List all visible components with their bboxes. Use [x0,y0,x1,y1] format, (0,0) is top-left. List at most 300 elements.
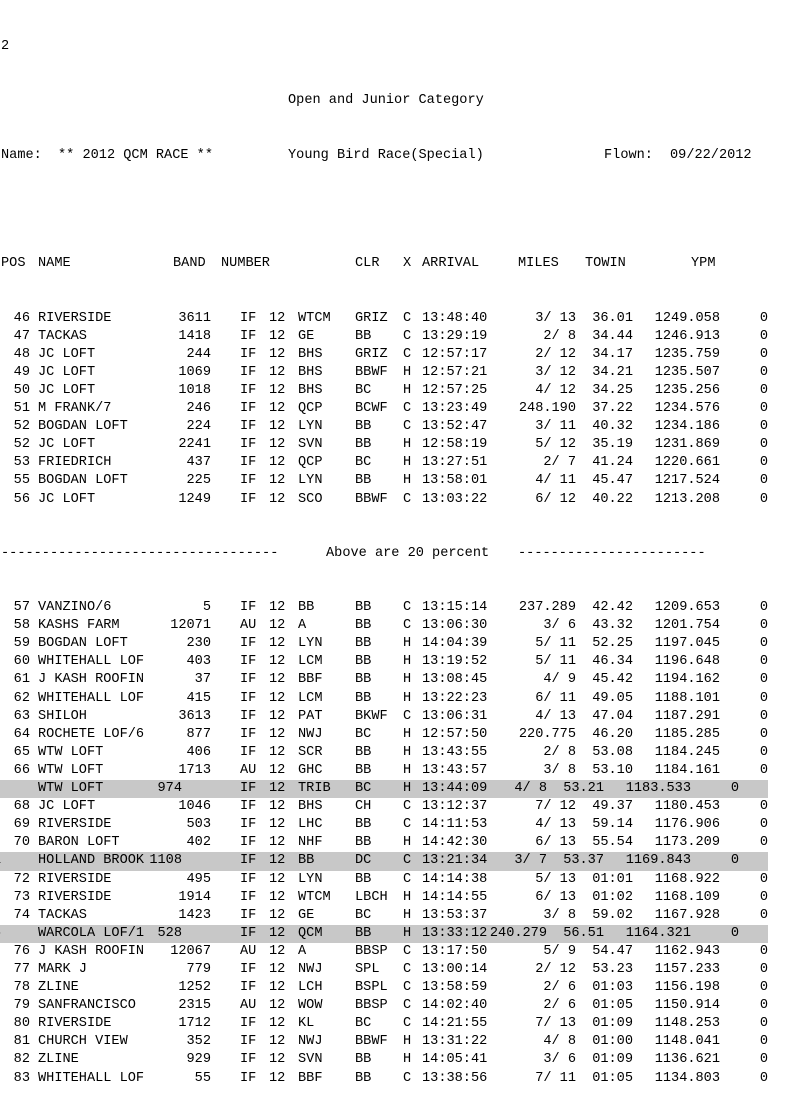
cell-pts: 0 [759,346,768,362]
cell-org: IF [240,1070,257,1086]
cell-code: TRIB [298,781,331,797]
cell-x: C [403,1016,412,1032]
cell-code: BHS [298,382,323,398]
cell-ypm: 1167.928 [654,907,720,923]
race-name: ** 2012 QCM RACE ** [58,147,213,163]
cell-pts: 0 [759,871,768,887]
cell-code: SCO [298,491,323,507]
cell-pts: 0 [759,419,768,435]
cell-org: IF [240,817,257,833]
cell-pts: 0 [759,1034,768,1050]
table-row [0,328,797,346]
cell-name: JC LOFT [38,799,96,815]
category-title: Open and Junior Category [288,93,484,109]
cell-clr: BB [355,871,372,887]
cell-name: RIVERSIDE [38,817,112,833]
cell-pos: 73 [13,889,30,905]
table-row [0,635,797,653]
results-top [0,310,797,509]
cell-miles: 5/ 13 [535,871,576,887]
cell-pts: 0 [759,907,768,923]
cell-miles: 3/ 6 [543,1052,576,1068]
cell-towin: 01:02 [592,889,633,905]
cell-yr: 12 [269,871,286,887]
cell-arrival: 13:33:12 [422,925,488,941]
cell-ypm: 1234.576 [654,401,720,417]
cell-miles: 2/ 6 [543,980,576,996]
cell-ypm: 1231.869 [654,437,720,453]
cell-pos: 59 [13,636,30,652]
cell-x: H [403,690,412,706]
cell-yr: 12 [269,961,286,977]
cell-yr: 12 [269,455,286,471]
cell-org: IF [240,600,257,616]
cell-ypm: 1235.759 [654,346,720,362]
cell-name: FRIEDRICH [38,455,112,471]
table-row [0,943,797,961]
cell-org: IF [240,382,257,398]
cell-pts: 0 [759,708,768,724]
cell-code: GE [298,907,315,923]
cell-code: LHC [298,817,323,833]
cell-x: H [403,654,412,670]
cell-band: 1046 [178,799,211,815]
cell-ypm: 1164.321 [625,925,691,941]
cell-pts: 0 [759,762,768,778]
cell-org: IF [240,925,257,941]
cell-x: H [403,744,412,760]
cell-arrival: 13:43:57 [422,762,488,778]
cell-miles: 4/ 12 [535,382,576,398]
col-towin: TOWIN [585,256,626,272]
cell-code: BHS [298,346,323,362]
cell-x: C [403,998,412,1014]
cell-pos: 65 [13,744,30,760]
cell-miles: 2/ 12 [535,961,576,977]
cell-clr: BC [355,907,372,923]
cell-org: IF [240,781,257,797]
separator-line [0,545,797,563]
cell-x: C [403,871,412,887]
cell-code: QCP [298,401,323,417]
cell-towin: 46.20 [592,726,633,742]
cell-name: ZLINE [38,1052,79,1068]
cell-pos [0,852,1,870]
cell-towin: 40.32 [592,419,633,435]
cell-x: H [403,781,412,797]
cell-x: H [403,382,412,398]
cell-ypm: 1156.198 [654,980,720,996]
cell-yr: 12 [269,744,286,760]
cell-miles: 5/ 11 [535,636,576,652]
cell-code: SCR [298,744,323,760]
cell-miles: 5/ 12 [535,437,576,453]
cell-pos: 62 [13,690,30,706]
cell-x: H [403,907,412,923]
cell-code: QCP [298,455,323,471]
cell-arrival: 13:53:37 [422,907,488,923]
cell-pos: 74 [13,907,30,923]
cell-yr: 12 [269,943,286,959]
cell-pos: 56 [13,491,30,507]
cell-yr: 12 [269,889,286,905]
col-clr: CLR [355,256,380,272]
cell-pts: 0 [759,364,768,380]
table-row [0,726,797,744]
cell-clr: BB [355,762,372,778]
col-ypm: YPM [691,256,716,272]
cell-name: BOGDAN LOFT [38,419,128,435]
cell-towin: 43.32 [592,618,633,634]
cell-yr: 12 [269,364,286,380]
cell-name: TACKAS [38,907,87,923]
cell-code: NWJ [298,961,323,977]
cell-towin: 42.42 [592,600,633,616]
cell-x: H [403,364,412,380]
cell-code: WTCM [298,310,331,326]
cell-pts: 0 [759,835,768,851]
col-arrival: ARRIVAL [422,256,480,272]
cell-org: AU [240,998,257,1014]
cell-towin: 59.02 [592,907,633,923]
cell-name: RIVERSIDE [38,889,112,905]
cell-band: 1712 [178,1016,211,1032]
table-row [0,400,797,418]
cell-ypm: 1235.507 [654,364,720,380]
cell-band: 1249 [178,491,211,507]
cell-clr: BB [355,636,372,652]
cell-clr: BC [355,382,372,398]
cell-x: C [403,328,412,344]
page-number: 2 [1,39,10,55]
cell-clr: BB [355,925,372,941]
cell-towin: 37.22 [592,401,633,417]
cell-clr: LBCH [355,889,388,905]
cell-yr: 12 [269,726,286,742]
table-row [0,1015,797,1033]
cell-clr: BC [355,1016,372,1032]
cell-band: 37 [194,672,211,688]
cell-pos: 50 [13,382,30,398]
cell-pts: 0 [759,455,768,471]
cell-x: C [403,943,412,959]
cell-yr: 12 [269,310,286,326]
cell-pts: 0 [759,799,768,815]
cell-x: H [403,726,412,742]
table-row [0,418,797,436]
cell-code: QCM [298,925,323,941]
cell-code: WTCM [298,889,331,905]
cell-pts: 0 [759,491,768,507]
cell-towin: 49.05 [592,690,633,706]
cell-towin: 01:09 [592,1016,633,1032]
cell-band: 3613 [178,708,211,724]
cell-name: RIVERSIDE [38,871,112,887]
table-row [0,436,797,454]
cell-yr: 12 [269,980,286,996]
cell-yr: 12 [269,708,286,724]
cell-x: H [403,473,412,489]
cell-yr: 12 [269,690,286,706]
table-row [0,961,797,979]
cell-miles: 4/ 8 [514,781,547,797]
cell-clr: BB [355,618,372,634]
cell-pos: 70 [13,835,30,851]
cell-miles: 3/ 7 [514,853,547,869]
cell-org: IF [240,437,257,453]
cell-band: 1069 [178,364,211,380]
cell-miles: 6/ 13 [535,835,576,851]
cell-pts: 0 [759,328,768,344]
cell-name: JC LOFT [38,346,96,362]
cell-arrival: 13:27:51 [422,455,488,471]
cell-clr: GRIZ [355,310,388,326]
flown-date: 09/22/2012 [670,147,752,163]
cell-clr: BC [355,726,372,742]
cell-code: LYN [298,871,323,887]
cell-pos: 46 [13,310,30,326]
separator-dashes-left: ---------------------------------- [1,545,279,561]
cell-code: NHF [298,835,323,851]
cell-arrival: 14:04:39 [422,636,488,652]
cell-band: 12067 [170,943,211,959]
cell-pts: 0 [759,817,768,833]
cell-arrival: 13:15:14 [422,600,488,616]
cell-x: C [403,980,412,996]
cell-pos: 77 [13,961,30,977]
cell-ypm: 1136.621 [654,1052,720,1068]
cell-org: IF [240,853,257,869]
cell-arrival: 14:02:40 [422,998,488,1014]
cell-name: BARON LOFT [38,835,120,851]
cell-org: IF [240,364,257,380]
cell-name: M FRANK/7 [38,401,112,417]
cell-pos: 76 [13,943,30,959]
cell-org: IF [240,726,257,742]
cell-org: IF [240,473,257,489]
cell-org: IF [240,980,257,996]
cell-pos: 79 [13,998,30,1014]
cell-band: 2315 [178,998,211,1014]
cell-pos: 60 [13,654,30,670]
cell-arrival: 13:29:19 [422,328,488,344]
cell-pts: 0 [759,310,768,326]
cell-band: 55 [194,1070,211,1086]
table-row [0,671,797,689]
cell-code: PAT [298,708,323,724]
cell-yr: 12 [269,328,286,344]
cell-org: IF [240,1052,257,1068]
cell-pts: 0 [759,1052,768,1068]
cell-band: 779 [186,961,211,977]
cell-arrival: 13:48:40 [422,310,488,326]
cell-clr: BB [355,328,372,344]
cell-clr: CH [355,799,372,815]
cell-pts: 0 [759,961,768,977]
cell-arrival: 12:57:25 [422,382,488,398]
table-row [0,762,797,780]
cell-towin: 59.14 [592,817,633,833]
cell-name: CHURCH VIEW [38,1034,128,1050]
cell-clr: BB [355,817,372,833]
cell-miles: 5/ 11 [535,654,576,670]
cell-yr: 12 [269,853,286,869]
cell-yr: 12 [269,491,286,507]
cell-x: H [403,1052,412,1068]
cell-clr: BB [355,835,372,851]
table-row [0,599,797,617]
cell-yr: 12 [269,636,286,652]
blank-line [0,201,797,219]
cell-band: 225 [186,473,211,489]
cell-miles: 3/ 11 [535,419,576,435]
cell-name: BOGDAN LOFT [38,473,128,489]
race-info-line [0,147,797,165]
cell-x: C [403,401,412,417]
cell-name: SHILOH [38,708,87,724]
cell-towin: 01:00 [592,1034,633,1050]
cell-clr: BB [355,419,372,435]
cell-miles: 4/ 9 [543,672,576,688]
cell-ypm: 1157.233 [654,961,720,977]
cell-arrival: 13:00:14 [422,961,488,977]
cell-ypm: 1187.291 [654,708,720,724]
cell-towin: 40.22 [592,491,633,507]
cell-arrival: 13:17:50 [422,943,488,959]
cell-x: C [403,708,412,724]
race-report [0,2,797,1106]
cell-org: IF [240,310,257,326]
cell-miles: 4/ 13 [535,708,576,724]
cell-miles: 3/ 12 [535,364,576,380]
cell-code: BHS [298,364,323,380]
cell-org: IF [240,419,257,435]
cell-name: KASHS FARM [38,618,120,634]
cell-yr: 12 [269,1034,286,1050]
cell-miles: 248.190 [518,401,576,417]
cell-x: H [403,762,412,778]
cell-x: H [403,672,412,688]
column-headers [0,255,797,273]
cell-arrival: 14:42:30 [422,835,488,851]
cell-band: 406 [186,744,211,760]
cell-pts: 0 [759,943,768,959]
cell-name: JC LOFT [38,382,96,398]
cell-code: BB [298,600,315,616]
cell-ypm: 1197.045 [654,636,720,652]
cell-band: 230 [186,636,211,652]
cell-miles: 7/ 11 [535,1070,576,1086]
cell-pts: 0 [759,401,768,417]
cell-code: SVN [298,1052,323,1068]
cell-pts: 0 [730,781,739,797]
cell-code: LCM [298,690,323,706]
cell-band: 1423 [178,907,211,923]
col-band: BAND [173,256,206,272]
cell-pos: 52 [13,437,30,453]
cell-pos: 68 [13,799,30,815]
cell-arrival: 13:44:09 [422,781,488,797]
cell-band: 2241 [178,437,211,453]
cell-arrival: 13:52:47 [422,419,488,435]
cell-code: GHC [298,762,323,778]
cell-org: IF [240,346,257,362]
cell-x: C [403,618,412,634]
cell-org: IF [240,690,257,706]
cell-band: 244 [186,346,211,362]
race-name-label: Name: [1,147,42,163]
cell-arrival: 12:57:50 [422,726,488,742]
cell-yr: 12 [269,799,286,815]
cell-arrival: 14:05:41 [422,1052,488,1068]
cell-ypm: 1150.914 [654,998,720,1014]
cell-towin: 55.54 [592,835,633,851]
separator-text: Above are 20 percent [326,545,490,561]
cell-miles: 237.289 [518,600,576,616]
cell-band: 495 [186,871,211,887]
cell-clr: DC [355,853,372,869]
cell-x: C [403,961,412,977]
cell-arrival: 14:14:38 [422,871,488,887]
cell-pos [0,780,1,798]
cell-band: 246 [186,401,211,417]
cell-arrival: 14:14:55 [422,889,488,905]
cell-pts: 0 [759,437,768,453]
cell-miles: 7/ 13 [535,1016,576,1032]
cell-towin: 53.23 [592,961,633,977]
cell-yr: 12 [269,1070,286,1086]
cell-yr: 12 [269,473,286,489]
cell-org: IF [240,961,257,977]
cell-yr: 12 [269,1016,286,1032]
cell-miles: 5/ 9 [543,943,576,959]
cell-name: ROCHETE LOF/6 [38,726,145,742]
cell-towin: 34.44 [592,328,633,344]
cell-arrival: 13:38:56 [422,1070,488,1086]
cell-org: IF [240,799,257,815]
cell-miles: 2/ 12 [535,346,576,362]
cell-org: IF [240,871,257,887]
cell-pos: 47 [13,328,30,344]
cell-ypm: 1176.906 [654,817,720,833]
cell-clr: BB [355,1052,372,1068]
cell-pts: 0 [759,473,768,489]
cell-yr: 12 [269,907,286,923]
cell-ypm: 1185.285 [654,726,720,742]
cell-org: IF [240,455,257,471]
cell-name: RIVERSIDE [38,310,112,326]
table-row [0,1051,797,1069]
cell-pts: 0 [759,980,768,996]
cell-pos: 69 [13,817,30,833]
table-row [0,708,797,726]
cell-band: 352 [186,1034,211,1050]
cell-pos: 58 [13,618,30,634]
cell-ypm: 1249.058 [654,310,720,326]
cell-towin: 53.10 [592,762,633,778]
cell-x: C [403,817,412,833]
cell-pos: 57 [13,600,30,616]
cell-pos [0,925,1,943]
cell-code: LYN [298,473,323,489]
cell-arrival: 13:31:22 [422,1034,488,1050]
cell-band: 5 [202,600,211,616]
cell-code: A [298,943,307,959]
cell-pos: 49 [13,364,30,380]
cell-ypm: 1188.101 [654,690,720,706]
cell-org: AU [240,618,257,634]
race-type: Young Bird Race(Special) [288,147,484,163]
